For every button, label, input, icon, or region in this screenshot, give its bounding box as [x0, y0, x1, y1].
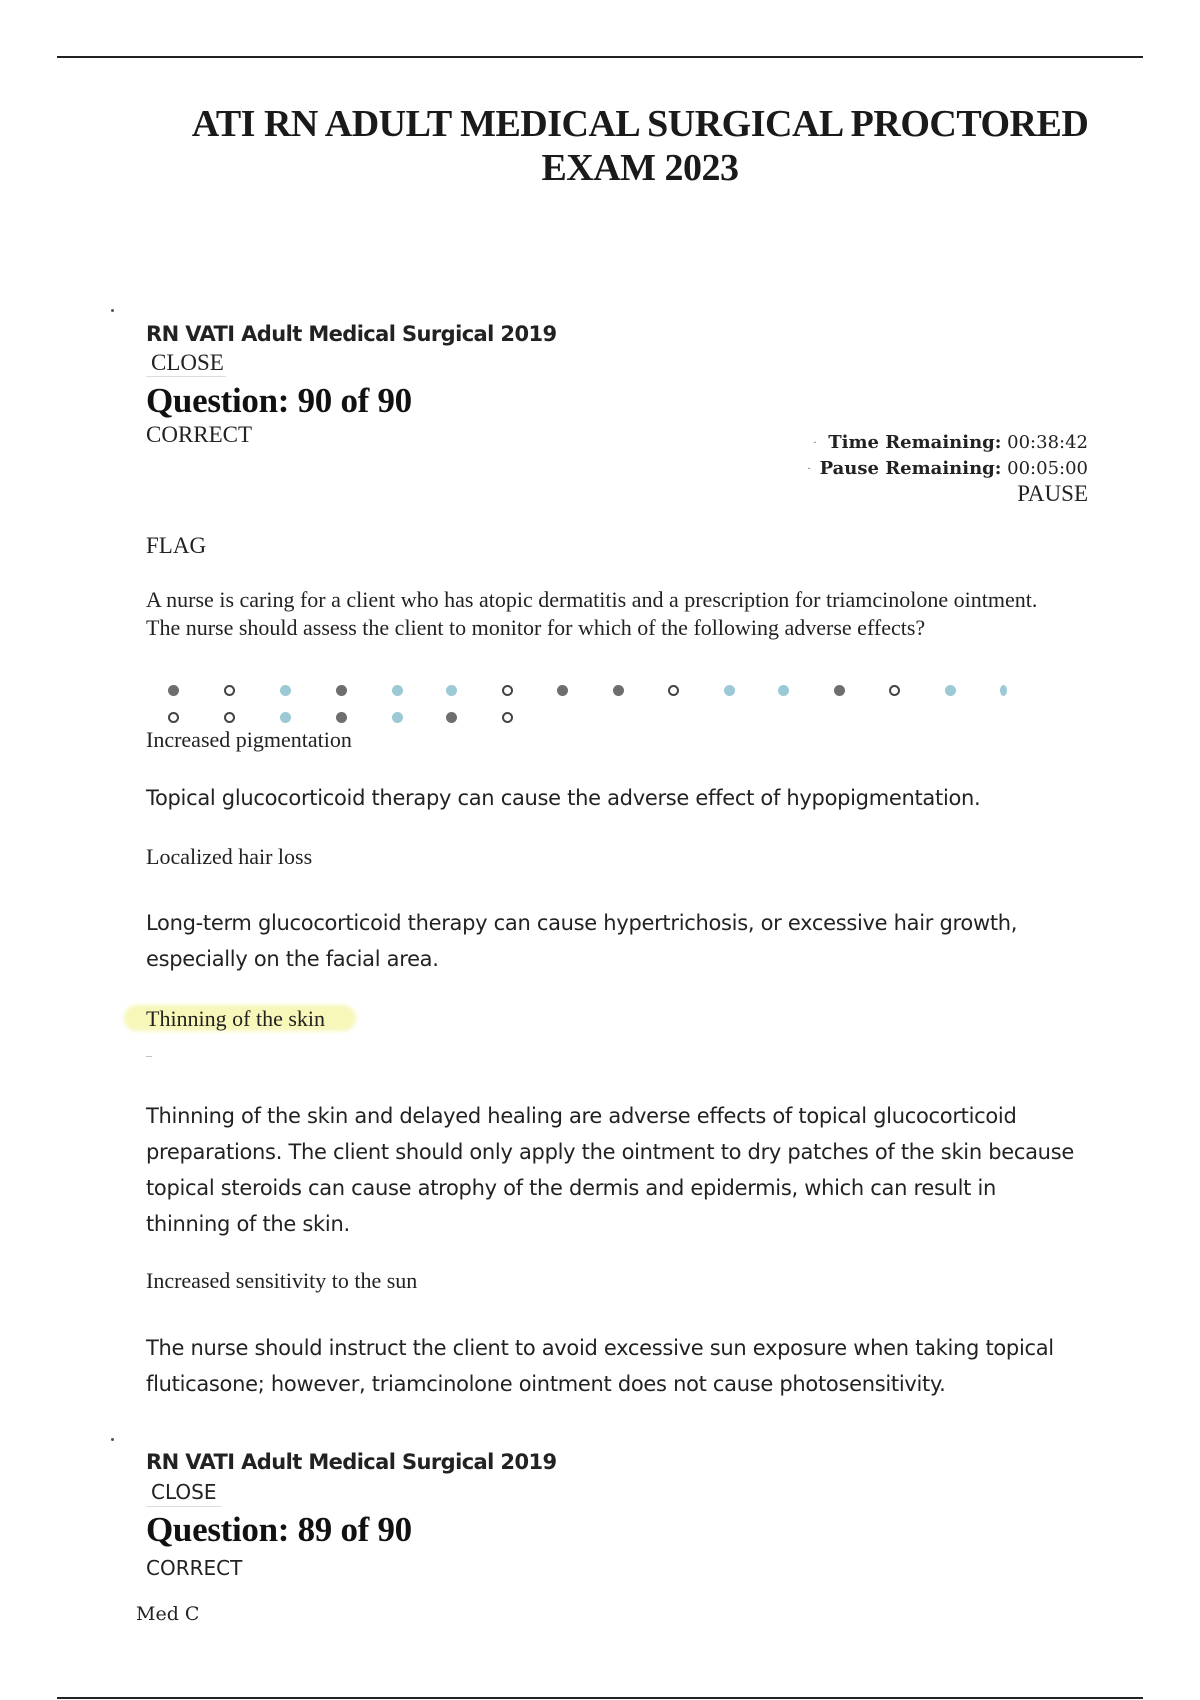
progress-dot[interactable]	[446, 712, 457, 723]
timer-bullet: ·	[807, 461, 811, 475]
option-localized-hair-loss[interactable]: Localized hair loss	[146, 844, 313, 869]
close-underline	[146, 1506, 221, 1507]
pause-remaining-value: 00:05:00	[1007, 458, 1088, 479]
time-remaining	[828, 432, 1088, 453]
progress-dot[interactable]	[668, 685, 679, 696]
question-heading: Question: 90 of 90	[146, 381, 412, 420]
progress-dot[interactable]	[392, 712, 403, 723]
progress-dot[interactable]	[224, 685, 235, 696]
time-remaining-label: Time Remaining:	[828, 432, 1002, 453]
progress-dot[interactable]	[336, 712, 347, 723]
option-thinning-of-the-skin[interactable]: Thinning of the skin	[146, 1006, 326, 1031]
document-title-line1: ATI RN ADULT MEDICAL SURGICAL PROCTORED	[191, 103, 1089, 145]
rationale-increased-pigmentation: Topical glucocorticoid therapy can cause the adverse effect of hypopigmentation.	[146, 786, 981, 810]
option-increased-sensitivity-to-the-sun[interactable]: Increased sensitivity to the sun	[146, 1268, 418, 1293]
question-heading: Question: 89 of 90	[146, 1510, 412, 1549]
progress-dot[interactable]	[834, 685, 845, 696]
time-remaining-value: 00:38:42	[1007, 432, 1088, 453]
progress-dot[interactable]	[280, 712, 291, 723]
document-title	[140, 102, 1140, 190]
document-title-line2: EXAM 2023	[541, 147, 739, 189]
progress-dot[interactable]	[724, 685, 735, 696]
course-title: RN VATI Adult Medical Surgical 2019	[146, 1450, 557, 1474]
close-button[interactable]: CLOSE	[151, 1480, 217, 1504]
top-rule	[57, 56, 1143, 58]
progress-dot[interactable]	[224, 712, 235, 723]
course-title: RN VATI Adult Medical Surgical 2019	[146, 322, 557, 346]
status-label: CORRECT	[146, 422, 253, 447]
list-bullet	[111, 1438, 114, 1441]
progress-dot[interactable]	[613, 685, 624, 696]
progress-dot[interactable]	[945, 685, 956, 696]
progress-dot[interactable]	[392, 685, 403, 696]
progress-dot[interactable]	[446, 685, 457, 696]
progress-dot[interactable]	[336, 685, 347, 696]
dash-mark: –	[146, 1048, 152, 1062]
close-button[interactable]: CLOSE	[151, 350, 224, 375]
timer-bullet: ·	[813, 435, 817, 449]
pause-button[interactable]: PAUSE	[1017, 481, 1088, 506]
flag-button[interactable]: FLAG	[146, 533, 207, 558]
rationale-thinning-of-the-skin: Thinning of the skin and delayed healing are adverse effects of topical glucocorticoid preparations. The client should only apply the ointment to dry patches of the skin because topical steroids can cause atrophy of the dermis and epidermis, which can result in thinning of the skin.	[146, 1104, 1074, 1236]
progress-dot[interactable]	[168, 685, 179, 696]
question-text: A nurse is caring for a client who has atopic dermatitis and a prescription for triamcinolone ointment. The nurse should assess the client to monitor for which of the following adverse effects?	[146, 587, 1038, 640]
list-bullet	[111, 309, 114, 312]
rationale-localized-hair-loss: Long-term glucocorticoid therapy can cause hypertrichosis, or excessive hair growth, especially on the facial area.	[146, 911, 1018, 971]
progress-dot[interactable]	[280, 685, 291, 696]
progress-dot[interactable]	[778, 685, 789, 696]
bottom-rule	[57, 1697, 1143, 1699]
status-label: CORRECT	[146, 1556, 243, 1580]
progress-dot[interactable]	[502, 685, 513, 696]
category-label: Med C	[136, 1603, 200, 1625]
rationale-increased-sensitivity-to-the-sun: The nurse should instruct the client to avoid excessive sun exposure when taking topical fluticasone; however, triamcinolone ointment does not cause photosensitivity.	[146, 1336, 1054, 1396]
progress-dot[interactable]	[502, 712, 513, 723]
progress-dots-row-1	[140, 685, 1040, 707]
pause-remaining-label: Pause Remaining:	[819, 458, 1002, 479]
close-underline	[146, 376, 226, 377]
progress-dot[interactable]	[1000, 685, 1007, 696]
progress-dot[interactable]	[889, 685, 900, 696]
option-increased-pigmentation[interactable]: Increased pigmentation	[146, 727, 352, 752]
pause-remaining	[820, 458, 1088, 479]
progress-dot[interactable]	[168, 712, 179, 723]
progress-dot[interactable]	[557, 685, 568, 696]
